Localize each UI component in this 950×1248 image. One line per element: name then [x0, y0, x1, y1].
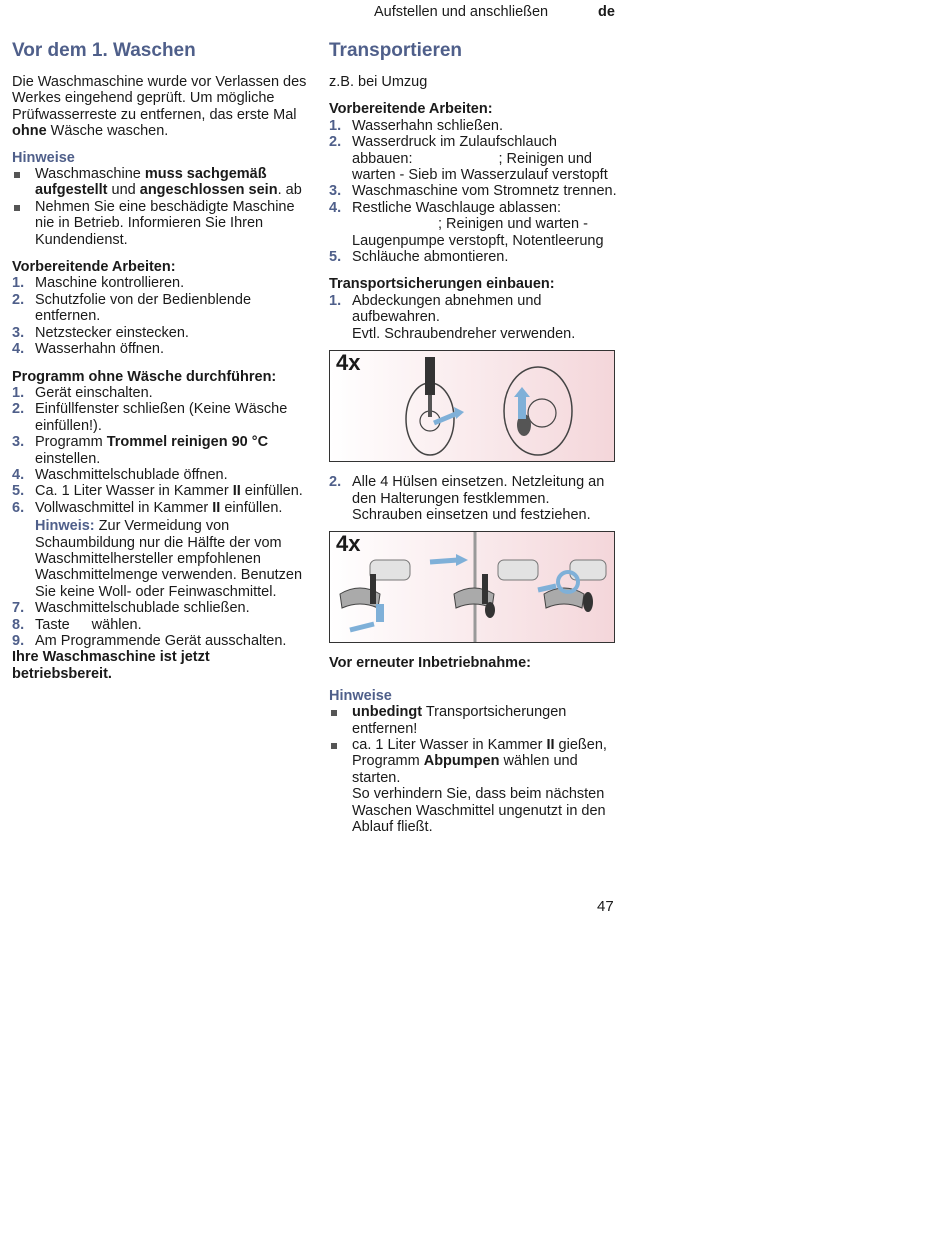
transport-title: Transportsicherungen einbauen: — [329, 276, 555, 293]
figure1-count-badge: 4x — [336, 350, 361, 376]
transport-steps-continued — [329, 474, 619, 523]
list-item: 3. Waschmaschine vom Stromnetz trennen. — [329, 183, 617, 200]
figure-remove-covers-illustration — [330, 351, 614, 461]
page-header — [0, 4, 620, 24]
left-column — [12, 38, 308, 682]
right-prep-steps — [329, 118, 619, 266]
program-title: Programm ohne Wäsche durchführen: — [12, 368, 277, 385]
left-hints-list — [12, 166, 308, 248]
list-item: 1. Maschine kontrollieren. — [12, 275, 185, 292]
list-item: 1. Wasserhahn schließen. — [329, 117, 503, 134]
list-item: 2. Wasserdruck im Zulaufschlauch abbauen: ; Reinigen und warten - Sieb im Wasserzulauf verstopft — [329, 134, 608, 184]
header-language-code: de — [598, 4, 615, 20]
right-hints-list — [329, 704, 619, 835]
figure-insert-sleeves — [329, 531, 615, 643]
program-steps — [12, 385, 308, 650]
list-item: 4. Wasserhahn öffnen. — [12, 341, 164, 358]
list-item: 5. Ca. 1 Liter Wasser in Kammer II einfüllen. — [12, 483, 303, 500]
list-item: 4. Restliche Waschlauge ablassen:; Reinigen und warten - Laugenpumpe verstopft, Notentleerung — [329, 199, 604, 249]
figure2-count-badge: 4x — [336, 531, 361, 557]
transport-steps — [329, 293, 619, 342]
figure-remove-covers — [329, 350, 615, 462]
intro-paragraph: Die Waschmaschine wurde vor Verlassen des Werkes eingehend geprüft. Um mögliche Prüfwasserreste zu entfernen, das erste Mal ohne Wäsche waschen. — [12, 74, 307, 140]
right-prep-title: Vorbereitende Arbeiten: — [329, 101, 493, 118]
figure-insert-sleeves-illustration — [330, 532, 614, 642]
list-item: 6. Vollwaschmittel in Kammer II einfüllen. Hinweis: Zur Vermeidung von Schaumbildung nur die Hälfte der vom Waschmittelhersteller empfohlenen Waschmittelmenge verwenden. Benutzen Sie keine Woll- oder Feinwaschmittel. — [12, 500, 308, 600]
left-title: Vor dem 1. Waschen — [12, 40, 196, 61]
list-item: 5. Schläuche abmontieren. — [329, 249, 509, 266]
header-section-title: Aufstellen und anschließen — [374, 4, 549, 20]
right-hints-title: Hinweise — [329, 687, 392, 704]
list-item: unbedingt Transportsicherungen entfernen! — [329, 704, 619, 737]
list-item: 3. Netzstecker einstecken. — [12, 324, 189, 341]
list-item: 2. Einfüllfenster schließen (Keine Wäsche einfüllen!). — [12, 401, 288, 434]
list-item: 7. Waschmittelschublade schließen. — [12, 600, 250, 617]
list-item: Nehmen Sie eine beschädigte Maschine nie in Betrieb. Informieren Sie Ihren Kundendienst. — [12, 199, 308, 248]
list-item: 3. Programm Trommel reinigen 90 °C einstellen. — [12, 434, 269, 467]
list-item: 1. Gerät einschalten. — [12, 384, 153, 401]
left-hints-title: Hinweise — [12, 149, 75, 166]
list-item: 8. Taste wählen. — [12, 616, 142, 633]
renew-title: Vor erneuter Inbetriebnahme: — [329, 655, 531, 672]
right-column — [329, 38, 619, 835]
program-step-hint: Hinweis: Zur Vermeidung von Schaumbildung nur die Hälfte der vom Waschmittelhersteller empfohlenen Waschmittelmenge verwenden. Benutzen Sie keine Woll- oder Feinwaschmittel. — [35, 518, 303, 600]
right-subtitle: z.B. bei Umzug — [329, 74, 428, 90]
left-prep-steps — [12, 275, 308, 357]
list-item: Waschmaschine muss sachgemäß aufgestellt und angeschlossen sein. ab — [12, 166, 308, 199]
list-item: 2. Schutzfolie von der Bedienblende entfernen. — [12, 291, 252, 325]
list-item: 4. Waschmittelschublade öffnen. — [12, 466, 228, 483]
left-prep-title: Vorbereitende Arbeiten: — [12, 259, 176, 276]
closing-statement: Ihre Waschmaschine ist jetzt betriebsbereit. — [12, 649, 210, 682]
list-item: 9. Am Programmende Gerät ausschalten. — [12, 633, 287, 649]
list-item: 1. Abdeckungen abnehmen und aufbewahren. Evtl. Schraubendreher verwenden. — [329, 292, 576, 342]
right-title: Transportieren — [329, 40, 463, 61]
page-number: 47 — [597, 898, 614, 915]
list-item: 2. Alle 4 Hülsen einsetzen. Netzleitung an den Halterungen festklemmen. Schrauben einsetzen und festziehen. — [329, 474, 605, 523]
list-item: ca. 1 Liter Wasser in Kammer II gießen, Programm Abpumpen wählen und starten. So verhindern Sie, dass beim nächsten Waschen Waschmittel ungenutzt in den Ablauf fließt. — [329, 737, 619, 835]
